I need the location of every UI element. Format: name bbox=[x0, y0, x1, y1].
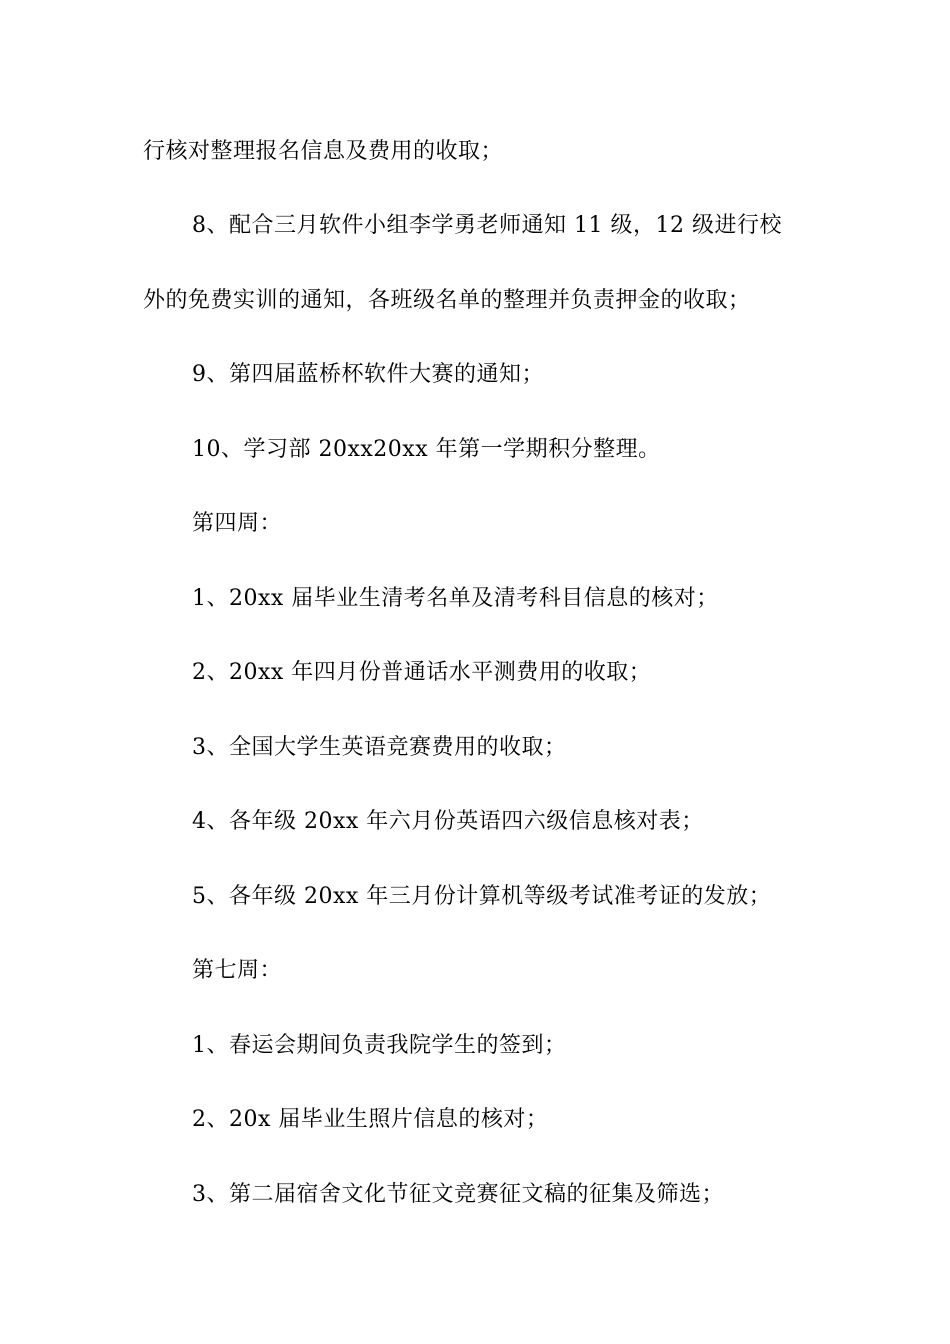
text-line: 8、配合三月软件小组李学勇老师通知 11 级，12 级进行校 bbox=[192, 213, 782, 238]
text-line: 外的免费实训的通知，各班级名单的整理并负责押金的收取； bbox=[143, 288, 751, 313]
text-line: 10、学习部 20xx20xx 年第一学期积分整理。 bbox=[192, 437, 661, 462]
text-line: 1、20xx 届毕业生清考名单及清考科目信息的核对； bbox=[192, 586, 719, 611]
text-line: 2、20x 届毕业生照片信息的核对； bbox=[192, 1107, 549, 1132]
text-line: 3、全国大学生英语竞赛费用的收取； bbox=[192, 735, 567, 760]
text-line: 1、春运会期间负责我院学生的签到； bbox=[192, 1033, 567, 1058]
text-line: 2、20xx 年四月份普通话水平测费用的收取； bbox=[192, 660, 652, 685]
text-line: 行核对整理报名信息及费用的收取； bbox=[143, 139, 504, 164]
section-heading: 第七周： bbox=[192, 958, 283, 983]
text-line: 5、各年级 20xx 年三月份计算机等级考试准考证的发放； bbox=[192, 884, 772, 909]
text-line: 3、第二届宿舍文化节征文竞赛征文稿的征集及筛选； bbox=[192, 1182, 724, 1207]
text-line: 9、第四届蓝桥杯软件大赛的通知； bbox=[192, 362, 544, 387]
text-line: 4、各年级 20xx 年六月份英语四六级信息核对表； bbox=[192, 809, 704, 834]
section-heading: 第四周： bbox=[192, 511, 283, 536]
